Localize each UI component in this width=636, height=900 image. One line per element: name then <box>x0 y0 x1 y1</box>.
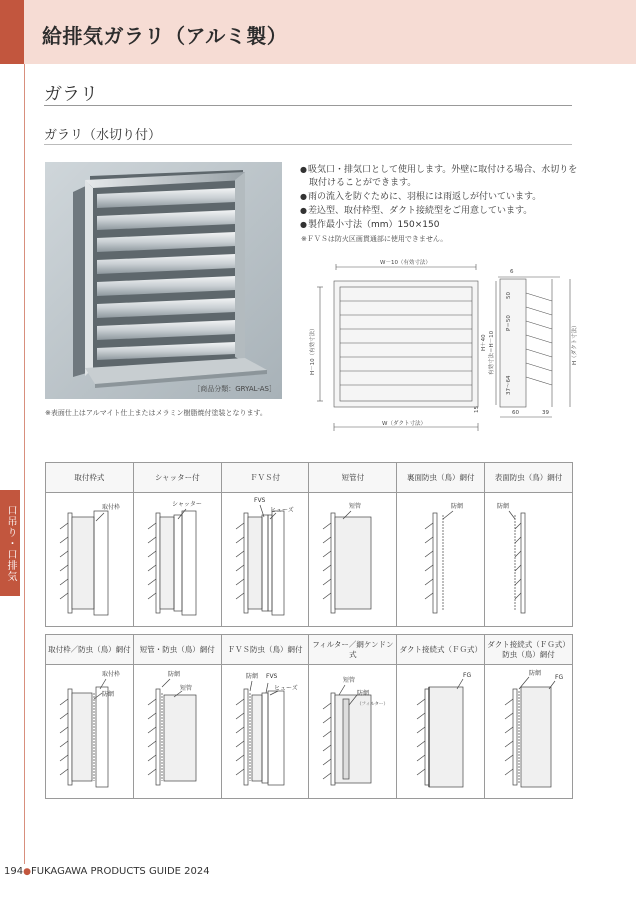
dim-15: 15 <box>474 406 480 413</box>
diagram-duct-fg-mesh <box>485 665 573 799</box>
table-header: フィルター／網ケンドン式 <box>309 635 397 665</box>
diagram-filter <box>309 665 397 799</box>
feature-item: ● 差込型、取付枠型、ダクト接続型をご用意しています。 <box>300 204 580 218</box>
table-header: 短管・防虫（鳥）網付 <box>134 635 222 665</box>
variant-table-1 <box>45 462 573 627</box>
label-fuse: ヒューズ <box>269 507 294 514</box>
section-title: ガラリ <box>44 84 98 105</box>
diagram-shutter <box>134 493 222 627</box>
feature-item: ● 製作最小寸法（mm）150×150 <box>300 218 580 232</box>
fvs-note: ※ＦＶＳは防火区画貫通部に使用できません。 <box>301 235 448 243</box>
diagram-frame-mesh <box>46 665 134 799</box>
label-shutter: シャッター <box>171 501 202 508</box>
dim-37: 37～64 <box>506 375 512 395</box>
dim-left: H－10（有効寸法） <box>310 325 316 375</box>
footer-dot-icon: ● <box>23 867 31 877</box>
label-short-pipe: 短管 <box>343 677 356 684</box>
dim-50: 50 <box>506 292 512 299</box>
table-header: シャッター付 <box>134 463 222 493</box>
label-mesh: 防網 <box>245 673 258 680</box>
dim-6: 6 <box>510 269 514 275</box>
diagram-fvs <box>222 493 310 627</box>
label-short-pipe: 短管 <box>349 503 362 510</box>
table-header: ＦＶＳ付 <box>222 463 310 493</box>
table-header-row <box>46 463 573 493</box>
dim-bottom: W（ダクト寸法） <box>382 421 426 427</box>
label-mesh: 防網 <box>497 503 510 510</box>
dim-effective: 有効寸法＝H－10 <box>489 330 495 375</box>
dim-pitch: P＝50 <box>506 315 512 331</box>
page-title: 給排気ガラリ（アルミ製） <box>42 24 288 48</box>
louver-image <box>45 162 282 399</box>
diagram-fvs-mesh <box>222 665 310 799</box>
diagram-mounting-frame <box>46 493 134 627</box>
label-mesh: 防網 <box>529 670 542 677</box>
table-header: 表面防虫（鳥）網付 <box>485 463 573 493</box>
diagram-pipe-mesh <box>134 665 222 799</box>
page-footer <box>4 866 210 877</box>
variant-table-2 <box>45 634 573 799</box>
table-drawing-row <box>46 493 573 627</box>
table-header: 取付枠／防虫（鳥）網付 <box>46 635 134 665</box>
table-drawing-row <box>46 665 573 799</box>
product-photo <box>45 162 282 399</box>
side-tab-label: 口吊り・口排気 <box>5 504 16 582</box>
dim-h40: H＋40 <box>481 334 487 351</box>
table-header-row <box>46 635 573 665</box>
photo-caption: ［商品分類：GRYAL-AS］ <box>193 385 276 393</box>
dim-39: 39 <box>542 410 549 416</box>
diagram-front-mesh <box>485 493 573 627</box>
diagram-duct-fg <box>397 665 485 799</box>
label-fg: FG <box>555 674 564 681</box>
guide-title: FUKAGAWA PRODUCTS GUIDE 2024 <box>30 866 210 877</box>
table-header: ＦＶＳ防虫（鳥）網付 <box>222 635 310 665</box>
dim-top: W－10（有効寸法） <box>380 260 431 266</box>
label-fg: FG <box>463 672 472 679</box>
label-mesh: 防網 <box>451 503 464 510</box>
table-header: 取付枠式 <box>46 463 134 493</box>
table-header: ダクト接続式（ＦＧ式） 防虫（鳥）網付 <box>485 635 573 665</box>
feature-item: ● 吸気口・排気口として使用します。外壁に取付ける場合、水切りを取付けることができます。 <box>300 163 580 190</box>
label-fuse: ヒューズ <box>273 685 298 692</box>
table-header: 裏面防虫（鳥）網付 <box>397 463 485 493</box>
table-header: 短管付 <box>309 463 397 493</box>
side-tab[interactable] <box>0 490 20 596</box>
table-header: ダクト接続式（ＦＧ式） <box>397 635 485 665</box>
feature-list <box>300 163 580 246</box>
header-accent <box>0 0 24 64</box>
dim-60: 60 <box>512 410 519 416</box>
page-number: 194 <box>4 866 24 877</box>
diagram-short-pipe <box>309 493 397 627</box>
label-frame: 取付枠 <box>102 671 121 678</box>
label-mesh: 防網 <box>357 690 370 697</box>
label-frame: 取付枠 <box>102 504 121 511</box>
label-fvs: FVS <box>253 497 266 504</box>
sub-title: ガラリ（水切り付） <box>44 128 162 143</box>
diagram-back-mesh <box>397 493 485 627</box>
label-short-pipe: 短管 <box>179 685 192 692</box>
label-mesh: 防網 <box>102 691 115 698</box>
finish-note: ※表面仕上はアルマイト仕上またはメラミン樹脂焼付塗装となります。 <box>45 409 267 417</box>
label-fvs: FVS <box>265 673 278 680</box>
label-mesh: 防網 <box>167 671 180 678</box>
technical-drawing <box>300 255 580 435</box>
feature-item: ● 雨の流入を防ぐために、羽根には雨返しが付いています。 <box>300 190 580 204</box>
left-margin-line <box>24 64 25 864</box>
label-filter: （フィルター） <box>357 702 389 707</box>
dim-right: H（ダクト寸法） <box>572 322 578 365</box>
sub-divider <box>44 144 572 145</box>
section-divider <box>44 105 572 106</box>
